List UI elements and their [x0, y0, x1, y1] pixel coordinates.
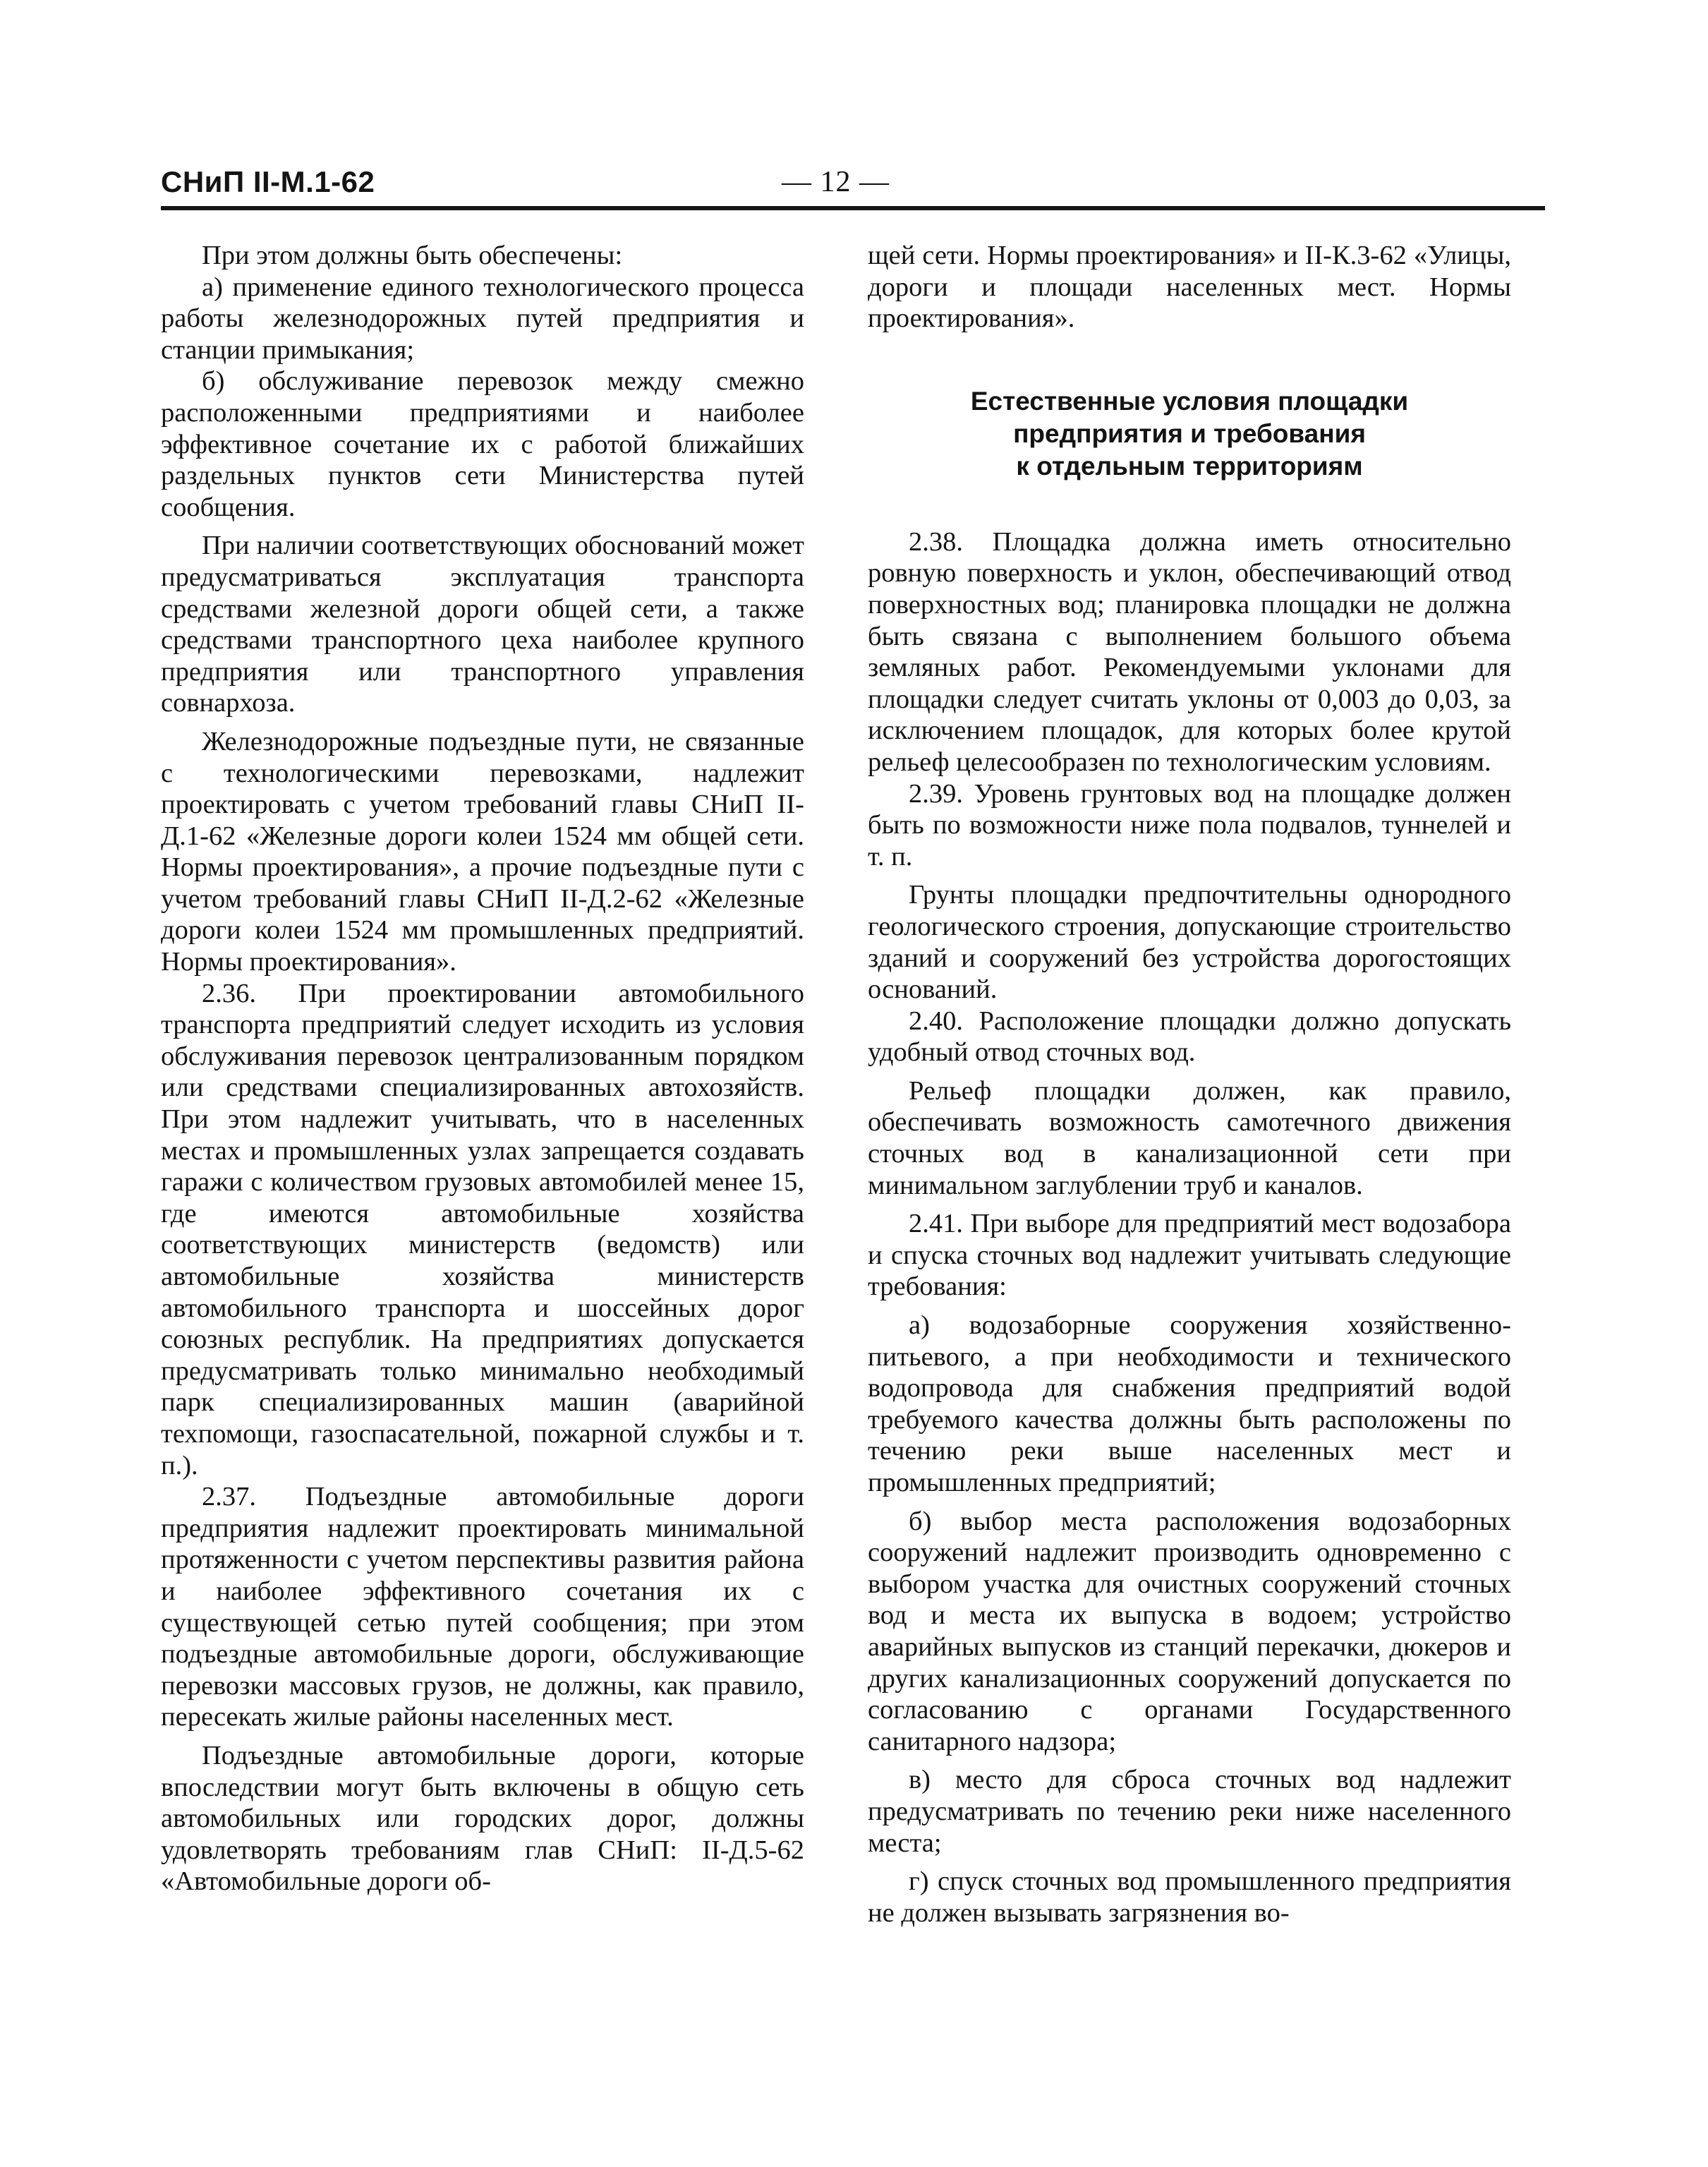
heading-line: к отдельным территориям [1016, 451, 1363, 481]
section-heading [868, 385, 1511, 483]
list-item: а) применение единого технологического процесса работы железнодорожных путей предприятия и станции примыкания; [161, 272, 804, 365]
clause-2-40: 2.40. Расположение площадки должно допускать удобный отвод сточных вод. [868, 1006, 1511, 1068]
list-item: г) спуск сточных вод промышленного предприятия не должен вызывать загрязнения во- [868, 1866, 1511, 1928]
right-column [868, 240, 1511, 1928]
left-column [161, 240, 804, 1897]
clause-2-38: 2.38. Площадка должна иметь относительно ровную поверхность и уклон, обеспечивающий отвод поверхностных вод; планировка площадки не должна быть связана с выполнением большого объема земляных работ. Рекомендуемыми уклонами для площадки следует считать уклоны от 0,003 до 0,03, за исключением площадок, для которых более крутой рельеф целесообразен по технологическим условиям. [868, 526, 1511, 777]
paragraph: При наличии соответствующих обоснований может предусматриваться эксплуатация транспорта средствами железной дороги общей сети, а также средствами транспортного цеха наиболее крупного предприятия или транспортного управления совнархоза. [161, 531, 804, 718]
paragraph: Подъездные автомобильные дороги, которые впоследствии могут быть включены в общую сеть автомобильных или городских дорог, должны удовлетворять требованиям глав СНиП: II-Д.5-62 «Автомобильные дороги об- [161, 1740, 804, 1897]
paragraph: Железнодорожные подъездные пути, не связанные с технологическими перевозками, надлежит проектировать с учетом требований главы СНиП II-Д.1-62 «Железные дороги колеи 1524 мм общей сети. Нормы проектирования», а прочие подъездные пути с учетом требований главы СНиП II-Д.2-62 «Железные дороги колеи 1524 мм промышленных предприятий. Нормы проектирования». [161, 726, 804, 977]
page-header [161, 161, 1545, 210]
list-item: а) водозаборные сооружения хозяйственно-питьевого, а при необходимости и технического водопровода для снабжения предприятий водой требуемого качества должны быть расположены по течению реки выше населенных мест и промышленных предприятий; [868, 1310, 1511, 1497]
paragraph-continuation: щей сети. Нормы проектирования» и II-К.3-62 «Улицы, дороги и площади населенных мест. Нормы проектирования». [868, 241, 1511, 334]
page-number: — 12 — [782, 166, 890, 198]
clause-2-39: 2.39. Уровень грунтовых вод на площадке должен быть по возможности ниже пола подвалов, туннелей и т. п. [868, 778, 1511, 871]
paragraph: Рельеф площадки должен, как правило, обеспечивать возможность самотечного движения сточных вод в канализационной сети при минимальном заглублении труб и каналов. [868, 1075, 1511, 1200]
list-item: б) выбор места расположения водозаборных сооружений надлежит производить одновременно с выбором участка для очистных сооружений сточных вод и места их выпуска в водоем; устройство аварийных выпусков из станций перекачки, дюкеров и других канализационных сооружений допускается по согласованию с органами Государственного санитарного надзора; [868, 1506, 1511, 1756]
clause-2-36: 2.36. При проектировании автомобильного транспорта предприятий следует исходить из условия обслуживания перевозок централизованным порядком или средствами специализированных автохозяйств. При этом надлежит учитывать, что в населенных местах и промышленных узлах запрещается создавать гаражи с количеством грузовых автомобилей менее 15, где имеются автомобильные хозяйства соответствующих министерств (ведомств) или автомобильные хозяйства министерств автомобильного транспорта и шоссейных дорог союзных республик. На предприятиях допускается предусматривать только минимально необходимый парк специализированных машин (аварийной техпомощи, газоспасательной, пожарной службы и т. п.). [161, 978, 804, 1480]
header-divider [161, 206, 1545, 210]
heading-line: Естественные условия площадки [970, 386, 1409, 416]
list-item: в) место для сброса сточных вод надлежит предусматривать по течению реки ниже населенного места; [868, 1765, 1511, 1858]
paragraph: Грунты площадки предпочтительны однородного геологического строения, допускающие строительство зданий и сооружений без устройства дорогостоящих оснований. [868, 880, 1511, 1005]
paragraph: При этом должны быть обеспечены: [202, 241, 623, 270]
document-code: СНиП II-М.1-62 [161, 165, 375, 198]
clause-2-37: 2.37. Подъездные автомобильные дороги предприятия надлежит проектировать минимальной протяженности с учетом перспективы развития района и наиболее эффективного сочетания их с существующей сетью путей сообщения; при этом подъездные автомобильные дороги, обслуживающие перевозки массовых грузов, не должны, как правило, пересекать жилые районы населенных мест. [161, 1482, 804, 1732]
clause-2-41: 2.41. При выборе для предприятий мест водозабора и спуска сточных вод надлежит учитывать следующие требования: [868, 1209, 1511, 1302]
heading-line: предприятия и требования [1013, 418, 1366, 448]
list-item: б) обслуживание перевозок между смежно расположенными предприятиями и наиболее эффективное сочетание их с работой ближайших раздельных пунктов сети Министерства путей сообщения. [161, 366, 804, 522]
